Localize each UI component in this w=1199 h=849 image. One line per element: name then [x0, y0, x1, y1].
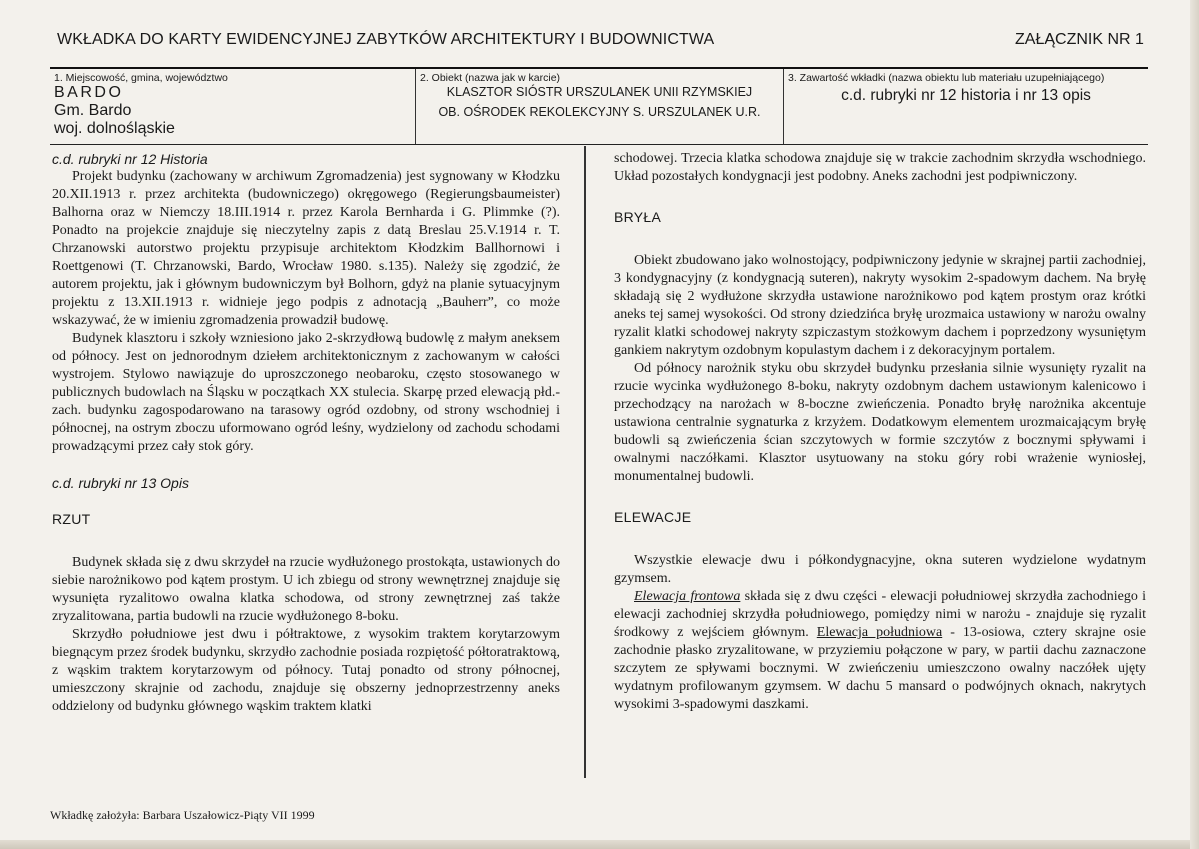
object-label: 2. Obiekt (nazwa jak w karcie): [420, 72, 561, 84]
elewacje-intro: Wszystkie elewacje dwu i półkondygnacyjne, okna suteren wydzielone wydatnym gzymsem.: [614, 553, 1146, 586]
scan-edge-right: [1190, 0, 1199, 849]
location-town: BARDO: [54, 84, 124, 101]
bryla-paragraph-1: Obiekt zbudowano jako wolnostojący, podpiwniczony jedynie w skrajnej partii zachodniej, 3 kondygnacyjny (z kondygnacją suteren), nakryty wysokim 2-spadowym dachem. Na bryłę składają się 2 wydłużone skrzydła ustawione narożnikowo pod kątem prostym oraz krótki aneks tej samej wysokości. Od strony dziedzińca bryłę urozmaica ustawiony w narożu owalny ryzalit klatki schodowej nakryty szpiczastym stożkowym dachem i poprzedzony wysuniętym gankiem nakrytym ozdobnym kopulastym dachem i z dekoracyjnym portalem.: [614, 253, 1146, 358]
history-heading: c.d. rubryki nr 12 Historia: [52, 151, 208, 167]
header-table: [50, 67, 1148, 145]
left-column: [52, 150, 560, 716]
contents-cell: [784, 69, 1148, 144]
contents-label: 3. Zawartość wkładki (nazwa obiektu lub materiału uzupełniającego): [788, 72, 1105, 84]
right-column: [614, 150, 1146, 714]
bryla-paragraph-2: Od północy narożnik styku obu skrzydeł budynku przesłania silnie wysunięty ryzalit na rzucie wycinka wydłużonego 8-boku, nakryty ozdobnym dachem ustawionym kalenicowo i przechodzący na narożach w 8-boczne zwieńczenia. Ponadto bryłę narożnika akcentuje ustawiona centralnie sygnaturka z krzyżem. Dodatkowym elementem urozmaicającym bryłę budowli są zwieńczenia ścian szczytowych w formie szczytów z bocznymi spływami i owalnymi naczółkami. Klasztor usytuowany na stoku góry robi wrażenie wyniosłej, monumentalnej budowli.: [614, 361, 1146, 484]
rzut-heading: RZUT: [52, 511, 91, 527]
footer-author: Wkładkę założyła: Barbara Uszałowicz-Piąty VII 1999: [50, 808, 315, 822]
annex-label: ZAŁĄCZNIK NR 1: [1015, 31, 1144, 48]
rzut-paragraph-1: Budynek składa się z dwu skrzydeł na rzucie wydłużonego prostokąta, ustawionych do siebie narożnikowo pod kątem prostym. U ich zbiegu od strony wewnętrznej znajduje się wysunięta ryzalitowo owalna klatka schodowa, od strony zewnętrznej zaś także zryzalitowana, partia budowli na rzucie wydłużonego 8-boku.: [52, 555, 560, 624]
front-elevation-label: Elewacja frontowa: [634, 589, 741, 604]
rzut-continuation: schodowej. Trzecia klatka schodowa znajduje się w trakcie zachodnim skrzydła wschodniego. Układ pozostałych kondygnacji jest podobny. Aneks zachodni jest podpiwniczony.: [614, 151, 1146, 184]
object-current-name: OB. OŚRODEK REKOLEKCYJNY S. URSZULANEK U.R.: [438, 105, 761, 119]
column-divider: [584, 146, 586, 778]
rzut-paragraph-2: Skrzydło południowe jest dwu i półtraktowe, z wysokim traktem korytarzowym biegnącym przez środek budynku, skrzydło zachodnie posiada rozpiętość półtoratraktową, z wąskim traktem korytarzowym od północy. Tutaj ponadto od strony północnej, umieszczony skrajnie od zachodu, znajduje się obszerny jednoprzestrzenny aneks oddzielony od budynku głównego wąskim traktem klatki: [52, 627, 560, 714]
page-title: WKŁADKA DO KARTY EWIDENCYJNEJ ZABYTKÓW ARCHITEKTURY I BUDOWNICTWA: [57, 31, 715, 48]
contents-value: c.d. rubryki nr 12 historia i nr 13 opis: [841, 87, 1091, 104]
location-commune: Gm. Bardo: [54, 102, 132, 119]
location-label: 1. Miejscowość, gmina, województwo: [54, 72, 228, 84]
scan-edge-bottom: [0, 840, 1199, 849]
elewacje-front-paragraph: [614, 588, 1146, 714]
elewacje-heading: ELEWACJE: [614, 509, 692, 525]
front-elevation-text: składa się z dwu części - elewacji południowej skrzydła zachodniego i elewacji zachodniej skrzydła południowego, pomiędzy nimi w narożu - znajduje się ryzalit środkowy z wejściem głównym.: [614, 589, 1146, 640]
history-paragraph-2: Budynek klasztoru i szkoły wzniesiono jako 2-skrzydłową budowlę z małym aneksem od północy. Jest on jednorodnym dziełem architektonicznym z zachowanym w całości wystrojem. Stylowo nawiązuje do uproszczonego neobaroku, często stosowanego w publicznych budowlach na Śląsku w początkach XX stulecia. Skarpę przed elewacją płd.-zach. budynku zagospodarowano na tarasowy ogród ozdobny, od strony wschodniej i północnej, na ostrym zboczu uformowano ogród leśny, wydzielony od zachodu schodami prowadzącymi przez cały stok góry.: [52, 331, 560, 454]
south-elevation-label: Elewacja południowa: [816, 625, 943, 640]
object-cell: [416, 69, 784, 144]
bryla-heading: BRYŁA: [614, 209, 662, 225]
history-paragraph-1: Projekt budynku (zachowany w archiwum Zgromadzenia) jest sygnowany w Kłodzku 20.XII.1913 r. przez architekta (budowniczego) okręgowego (Regierungsbaumeister) Balhorna oraz w Niemczy 18.III.1914 r. przez Karola Bernharda i G. Plimmke (?). Ponadto na projekcie znajduje się nieczytelny zapis z datą Breslau 25.V.1914 r. T. Chrzanowski autorstwo projektu przypisuje architektom Kłodzkim Ballhornowi i Roettgenowi (T. Chrzanowski, Bardo, Wrocław 1980. s.135). Należy się zgodzić, że autorem projektu, jak i głównym budowniczym był Bolhorn, gdyż na planie sytuacyjnym projektu z 13.XII.1913 r. widnieje jego podpis z adnotacją „Bauherr”, co może wskazywać, że w imieniu zgromadzenia prowadził budowę.: [52, 169, 560, 328]
opis-heading: c.d. rubryki nr 13 Opis: [52, 475, 189, 491]
location-voivodeship: woj. dolnośląskie: [54, 120, 175, 137]
south-elevation-text: - 13-osiowa, cztery skrajne osie zachodnie płasko zryzalitowane, w przyziemiu połączone w pary, w partii dachu zaznaczone szczytem ze spływami bocznymi. W zwieńczeniu umieszczono owalny naczółek ujęty wydatnym profilowanym gzymsem. W dachu 5 mansard o podwójnych oknach, nakrytych wysokimi 3-spadowymi daszkami.: [614, 625, 1146, 712]
location-cell: [50, 69, 416, 144]
object-name: KLASZTOR SIÓSTR URSZULANEK UNII RZYMSKIEJ: [446, 85, 753, 99]
